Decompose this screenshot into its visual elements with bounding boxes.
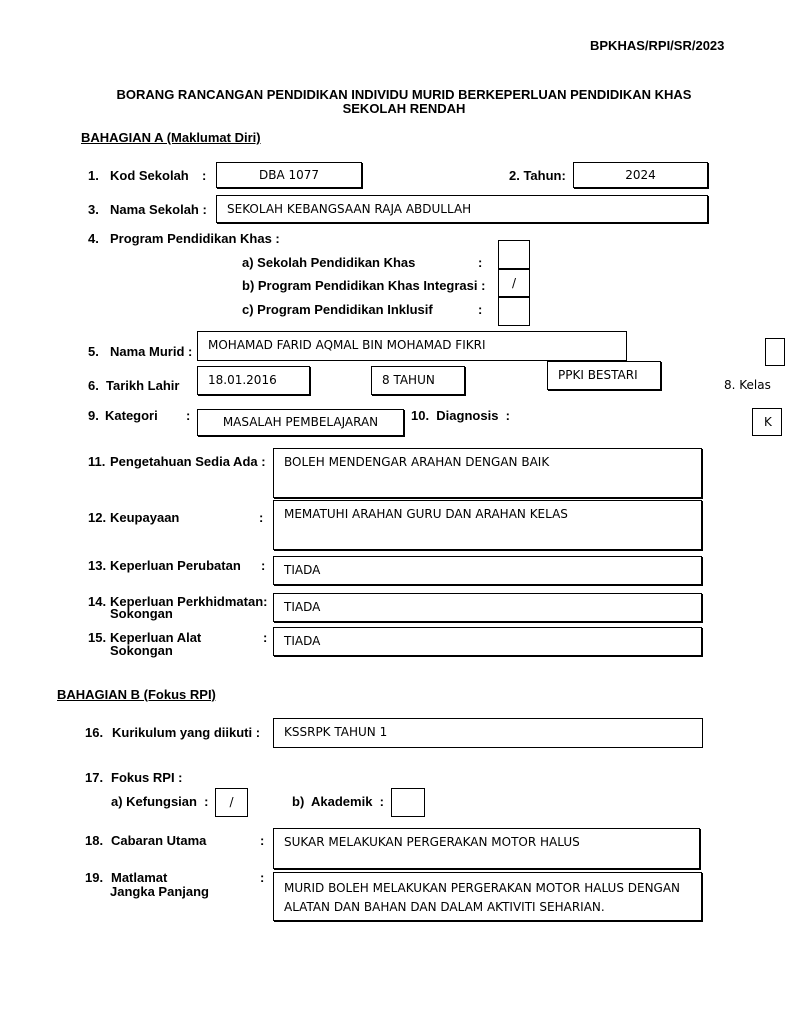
cabaran-label: Cabaran Utama	[111, 833, 207, 848]
diagnosis-field[interactable]: K	[752, 408, 782, 436]
keupayaan-colon: :	[259, 510, 264, 525]
program-option-a-label: a) Sekolah Pendidikan Khas	[242, 255, 416, 270]
cabaran-number: 18.	[85, 833, 104, 848]
kurikulum-label: Kurikulum yang diikuti :	[112, 725, 261, 740]
akademik-checkbox[interactable]	[391, 788, 425, 817]
keperluan-alat-label-line2: Sokongan	[110, 643, 173, 658]
keperluan-perkhidmatan-number: 14.	[88, 594, 107, 609]
keperluan-alat-field[interactable]: TIADA	[273, 627, 702, 656]
akademik-label: b) Akademik :	[292, 794, 384, 809]
pengetahuan-number: 11.	[88, 454, 106, 469]
program-label: Program Pendidikan Khas :	[110, 231, 280, 246]
matlamat-colon: :	[260, 870, 265, 885]
keupayaan-label: Keupayaan	[110, 510, 180, 525]
keperluan-perubatan-number: 13.	[88, 558, 107, 573]
diagnosis-label: 10. Diagnosis :	[411, 408, 510, 423]
program-option-c-colon: :	[478, 302, 483, 317]
program-option-c-label: c) Program Pendidikan Inklusif	[242, 302, 433, 317]
keupayaan-field[interactable]: MEMATUHI ARAHAN GURU DAN ARAHAN KELAS	[273, 500, 702, 550]
program-option-b-checkbox[interactable]: /	[498, 269, 530, 297]
kod-sekolah-label: Kod Sekolah	[110, 168, 189, 183]
kategori-number: 9.	[88, 408, 99, 423]
tahun-label: 2. Tahun:	[509, 168, 566, 183]
program-option-b-label: b) Program Pendidikan Khas Integrasi :	[242, 278, 486, 293]
tarikh-lahir-label: Tarikh Lahir	[106, 378, 180, 393]
form-reference-code: BPKHAS/RPI/SR/2023	[590, 38, 725, 53]
program-number: 4.	[88, 231, 99, 246]
kategori-colon: :	[186, 408, 191, 423]
kod-sekolah-number: 1.	[88, 168, 99, 183]
section-a-heading: BAHAGIAN A (Maklumat Diri)	[81, 130, 261, 145]
tarikh-lahir-field[interactable]: 18.01.2016	[197, 366, 310, 395]
keperluan-perubatan-label: Keperluan Perubatan	[110, 558, 241, 573]
cabaran-field[interactable]: SUKAR MELAKUKAN PERGERAKAN MOTOR HALUS	[273, 828, 700, 869]
nama-murid-number: 5.	[88, 344, 99, 359]
kefungsian-label: a) Kefungsian :	[111, 794, 209, 809]
kategori-field[interactable]: MASALAH PEMBELAJARAN	[197, 409, 404, 436]
form-title-line1: BORANG RANCANGAN PENDIDIKAN INDIVIDU MURID BERKEPERLUAN PENDIDIKAN KHAS	[116, 87, 692, 102]
matlamat-line2: ALATAN DAN BAHAN DAN DALAM AKTIVITI SEHARIAN.	[284, 900, 605, 914]
program-option-a-checkbox[interactable]	[498, 240, 530, 269]
matlamat-label: Matlamat	[111, 870, 168, 885]
pengetahuan-label: Pengetahuan Sedia Ada :	[110, 454, 266, 469]
keperluan-alat-number: 15.	[88, 630, 107, 645]
keperluan-perkhidmatan-label: Keperluan Perkhidmatan:	[110, 594, 268, 609]
program-option-c-checkbox[interactable]	[498, 297, 530, 326]
program-option-a-colon: :	[478, 255, 483, 270]
tarikh-lahir-number: 6.	[88, 378, 99, 393]
kategori-label: Kategori	[105, 408, 158, 423]
nama-sekolah-label: Nama Sekolah :	[110, 202, 207, 217]
matlamat-number: 19.	[85, 870, 104, 885]
keperluan-perkhidmatan-field[interactable]: TIADA	[273, 593, 702, 622]
matlamat-field[interactable]	[273, 872, 702, 921]
keperluan-perubatan-field[interactable]: TIADA	[273, 556, 702, 585]
keperluan-alat-label: Keperluan Alat	[110, 630, 202, 645]
kelas-field[interactable]: PPKI BESTARI	[547, 361, 661, 390]
fokus-number: 17.	[85, 770, 104, 785]
kod-sekolah-colon: :	[202, 168, 207, 183]
kefungsian-checkbox[interactable]: /	[215, 788, 248, 817]
pengetahuan-field[interactable]: BOLEH MENDENGAR ARAHAN DENGAN BAIK	[273, 448, 702, 498]
keupayaan-number: 12.	[88, 510, 107, 525]
fokus-label: Fokus RPI :	[111, 770, 183, 785]
nama-sekolah-field[interactable]: SEKOLAH KEBANGSAAN RAJA ABDULLAH	[216, 195, 708, 223]
keperluan-alat-colon: :	[263, 630, 268, 645]
nama-murid-field[interactable]: MOHAMAD FARID AQMAL BIN MOHAMAD FIKRI	[197, 331, 627, 361]
kelas-label: 8. Kelas	[724, 378, 771, 392]
keperluan-perubatan-colon: :	[261, 558, 266, 573]
matlamat-line1: MURID BOLEH MELAKUKAN PERGERAKAN MOTOR HALUS DENGAN	[284, 881, 681, 895]
cabaran-colon: :	[260, 833, 265, 848]
matlamat-label-line2: Jangka Panjang	[110, 884, 209, 899]
kod-sekolah-field[interactable]: DBA 1077	[216, 162, 362, 188]
umur-field[interactable]: 8 TAHUN	[371, 366, 465, 395]
nama-murid-label: Nama Murid :	[110, 344, 193, 359]
tahun-field[interactable]: 2024	[573, 162, 708, 188]
kurikulum-field[interactable]: KSSRPK TAHUN 1	[273, 718, 703, 748]
keperluan-perkhidmatan-label-line2: Sokongan	[110, 606, 173, 621]
nama-sekolah-number: 3.	[88, 202, 99, 217]
section-b-heading: BAHAGIAN B (Fokus RPI)	[57, 687, 216, 702]
kurikulum-number: 16.	[85, 725, 104, 740]
offscreen-box-top	[765, 338, 785, 366]
form-title-line2: SEKOLAH RENDAH	[342, 101, 466, 116]
